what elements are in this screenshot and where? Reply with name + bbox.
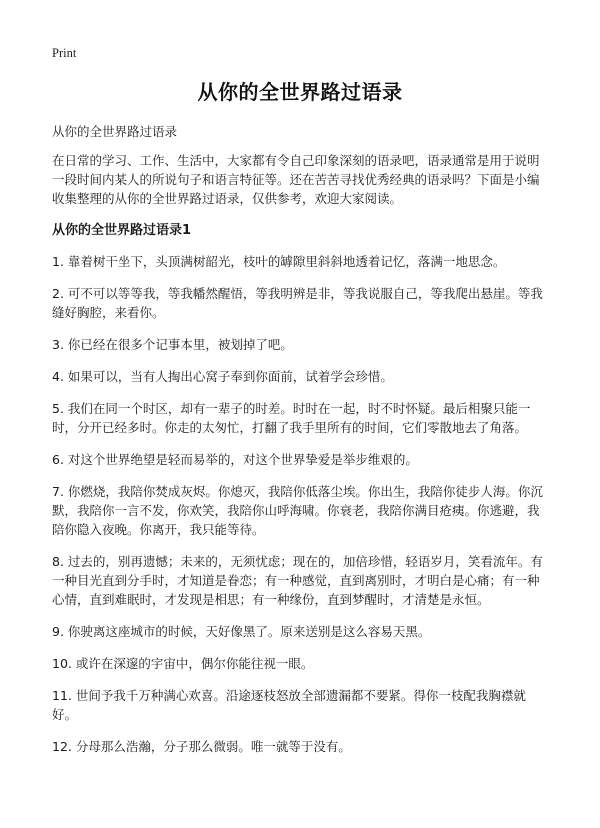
quote-item: 6. 对这个世界绝望是轻而易举的，对这个世界挚爱是举步维艰的。 <box>52 452 418 467</box>
print-link[interactable]: Print <box>52 46 77 60</box>
quote-item: 2. 可不可以等等我，等我幡然醒悟，等我明辨是非，等我说服自己，等我爬出悬崖。等我缝好胸腔，来看你。 <box>52 286 543 320</box>
quote-item: 7. 你燃烧，我陪你焚成灰烬。你熄灭，我陪你低落尘埃。你出生，我陪你徒步人海。你沉默，我陪你一言不发，你欢笑，我陪你山呼海啸。你衰老，我陪你满目疮痍。你逃避，我陪你隐入夜晚。你离开，我只能等待。 <box>52 484 543 537</box>
quote-item: 10. 或许在深邃的宇宙中，偶尔你能往视一眼。 <box>52 656 314 671</box>
article-body <box>52 122 548 769</box>
intro-paragraph: 在日常的学习、工作、生活中，大家都有令自己印象深刻的语录吧，语录通常是用于说明一段时间内某人的所说句子和语言特征等。还在苦苦寻找优秀经典的语录吗？下面是小编收集整理的从你的全世界路过语录，仅供参考，欢迎大家阅读。 <box>52 153 540 206</box>
quote-item: 4. 如果可以，当有人掏出心窝子奉到你面前，试着学会珍惜。 <box>52 369 393 384</box>
article-subtitle: 从你的全世界路过语录 <box>52 124 178 139</box>
quote-item: 12. 分母那么浩瀚，分子那么微弱。唯一就等于没有。 <box>52 739 351 754</box>
quote-item: 8. 过去的，别再遗憾；未来的，无须忧虑；现在的，加倍珍惜，轻语岁月，笑看流年。有一种目光直到分手时，才知道是眷恋；有一种感觉，直到离别时，才明白是心痛；有一种心情，直到难眠时，才发现是相思；有一种缘份，直到梦醒时，才清楚是永恒。 <box>52 554 543 607</box>
page-title: 从你的全世界路过语录 <box>197 80 403 104</box>
quote-item: 5. 我们在同一个时区，却有一辈子的时差。时时在一起，时不时怀疑。最后相聚只能一时，分开已经多时。你走的太匆忙，打翻了我手里所有的时间，它们零散地去了角落。 <box>52 401 531 435</box>
quote-item: 3. 你已经在很多个记事本里，被划掉了吧。 <box>52 337 293 352</box>
quote-item: 11. 世间予我千万种满心欢喜。沿途逐枝怒放全部遗漏都不要紧。得你一枝配我胸襟就好。 <box>52 688 526 722</box>
quote-item: 9. 你驶离这座城市的时候，天好像黑了。原来送别是这么容易天黑。 <box>52 624 431 639</box>
quote-item: 1. 靠着树干坐下，头顶满树韶光，枝叶的罅隙里斜斜地透着记忆，落满一地思念。 <box>52 254 506 269</box>
section-heading: 从你的全世界路过语录1 <box>52 223 192 238</box>
